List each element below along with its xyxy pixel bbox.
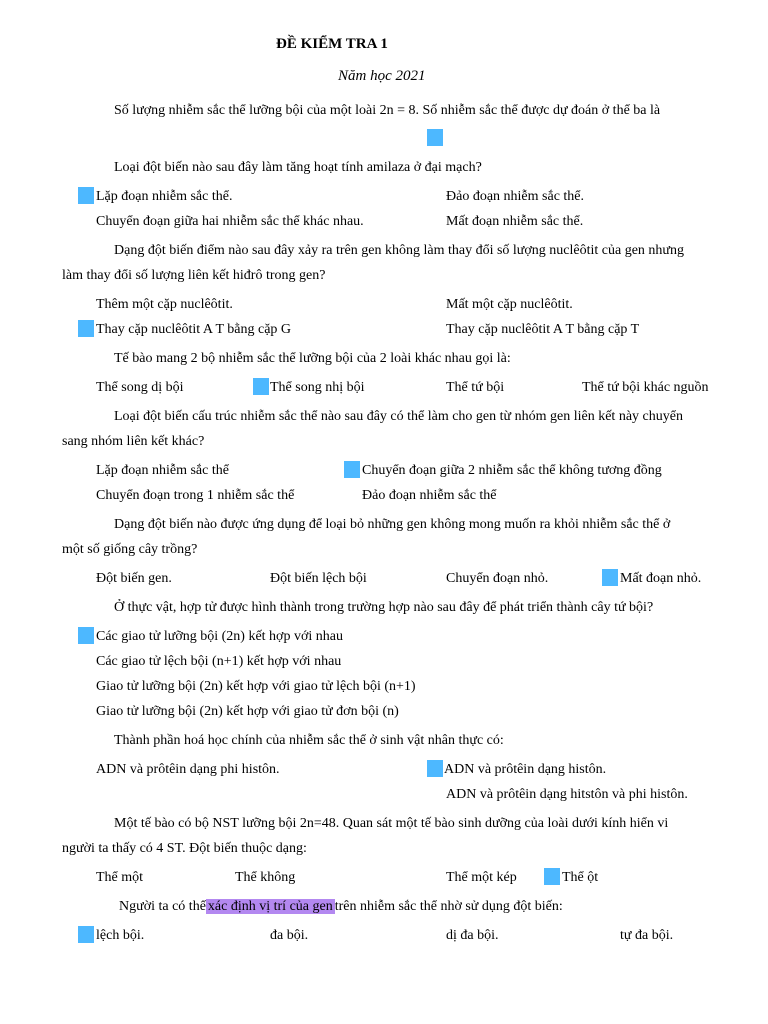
question-5-line-2: sang nhóm liên kết khác?: [62, 434, 205, 449]
q7-option-b: Các giao tử lệch bội (n+1) kết hợp với nhau: [96, 654, 342, 669]
q8-option-b: ADN và prôtêin dạng histôn.: [444, 762, 607, 777]
answer-marker: [78, 187, 94, 204]
q2-option-c: Chuyển đoạn giữa hai nhiễm sắc thể khác nhau.: [96, 214, 364, 229]
q3-option-b: Mất một cặp nuclêôtit.: [446, 297, 573, 312]
answer-marker: [544, 868, 560, 885]
q3-option-c: Thay cặp nuclêôtit A T bằng cặp G: [96, 322, 292, 337]
q2-option-b: Đảo đoạn nhiễm sắc thể.: [446, 189, 585, 204]
q3-option-a: Thêm một cặp nuclêôtit.: [96, 297, 233, 312]
q6-option-d: Mất đoạn nhỏ.: [620, 571, 702, 586]
answer-marker: [427, 760, 443, 777]
q4-option-c: Thể tứ bội: [446, 380, 505, 395]
q5-option-b: Chuyển đoạn giữa 2 nhiễm sắc thể không tương đồng: [362, 463, 662, 478]
answer-marker: [78, 627, 94, 644]
q8-option-a: ADN và prôtêin dạng phi histôn.: [96, 762, 280, 777]
answer-marker: [602, 569, 618, 586]
q7-option-d: Giao tử lưỡng bội (2n) kết hợp với giao tử đơn bội (n): [96, 704, 399, 719]
q9-option-a: Thể một: [96, 870, 144, 885]
question-8: Thành phần hoá học chính của nhiễm sắc thể ở sinh vật nhân thực có:: [114, 733, 504, 748]
question-10-end: trên nhiễm sắc thể nhờ sử dụng đột biến:: [334, 899, 563, 914]
q5-option-a: Lặp đoạn nhiễm sắc thể: [96, 463, 229, 478]
q7-option-a: Các giao tử lưỡng bội (2n) kết hợp với nhau: [96, 629, 343, 644]
q2-option-a: Lặp đoạn nhiễm sắc thể.: [96, 189, 233, 204]
answer-marker: [78, 926, 94, 943]
q6-option-a: Đột biến gen.: [96, 571, 172, 586]
q10-option-c: dị đa bội.: [446, 928, 499, 943]
q3-option-d: Thay cặp nuclêôtit A T bằng cặp T: [446, 322, 640, 337]
question-9-line-2: người ta thấy có 4 ST. Đột biến thuộc dạng:: [62, 841, 307, 856]
q2-option-d: Mất đoạn nhiễm sắc thể.: [446, 214, 584, 229]
q10-option-d: tự đa bội.: [620, 928, 674, 943]
question-10-start: Người ta có thể: [119, 899, 206, 914]
q9-option-c: Thể một kép: [446, 870, 517, 885]
question-4: Tế bào mang 2 bộ nhiễm sắc thể lưỡng bội của 2 loài khác nhau gọi là:: [114, 351, 511, 366]
answer-marker: [78, 320, 94, 337]
answer-marker: [427, 129, 443, 146]
answer-marker: [344, 461, 360, 478]
question-3-line-1: Dạng đột biến điểm nào sau đây xảy ra trên gen không làm thay đổi số lượng nuclêôtit của gen nhưng: [114, 243, 685, 258]
q6-option-b: Đột biến lệch bội: [270, 571, 367, 586]
question-6-line-2: một số giống cây trồng?: [62, 542, 198, 557]
exam-title: ĐỀ KIỂM TRA 1: [276, 36, 388, 52]
q6-option-c: Chuyển đoạn nhỏ.: [446, 571, 549, 586]
highlighted-phrase: xác định vị trí của gen: [207, 899, 333, 914]
q9-option-b: Thể không: [235, 870, 296, 885]
question-1: Số lượng nhiễm sắc thể lưỡng bội của một loài 2n = 8. Số nhiễm sắc thể được dự đoán ở thể ba là: [114, 103, 661, 118]
q5-option-c: Chuyển đoạn trong 1 nhiễm sắc thể: [96, 488, 295, 503]
school-year: Năm học 2021: [338, 68, 426, 84]
answer-marker: [253, 378, 269, 395]
question-3-line-2: làm thay đổi số lượng liên kết hiđrô trong gen?: [62, 268, 326, 283]
q4-option-d: Thể tứ bội khác nguồn: [582, 380, 709, 395]
question-6-line-1: Dạng đột biến nào được ứng dụng để loại bỏ những gen không mong muốn ra khỏi nhiễm sắc thể ở: [114, 517, 671, 532]
question-10: [119, 898, 563, 916]
q10-option-a: lệch bội.: [96, 928, 145, 943]
q8-option-c: ADN và prôtêin dạng hitstôn và phi histôn.: [446, 787, 688, 802]
q5-option-d: Đảo đoạn nhiễm sắc thể: [362, 488, 497, 503]
q7-option-c: Giao tử lưỡng bội (2n) kết hợp với giao tử lệch bội (n+1): [96, 679, 416, 694]
question-9-line-1: Một tế bào có bộ NST lưỡng bội 2n=48. Quan sát một tế bào sinh dưỡng của loài dưới kính hiển vi: [114, 816, 669, 831]
question-7: Ở thực vật, hợp tử được hình thành trong trường hợp nào sau đây để phát triển thành cây tứ bội?: [114, 600, 654, 615]
question-2: Loại đột biến nào sau đây làm tăng hoạt tính amilaza ở đại mạch?: [114, 160, 482, 175]
q4-option-b: Thể song nhị bội: [270, 380, 365, 395]
q10-option-b: đa bội.: [270, 928, 309, 943]
q4-option-a: Thể song dị bội: [96, 380, 184, 395]
q9-option-d: Thể ột: [562, 870, 599, 885]
question-5-line-1: Loại đột biến cấu trúc nhiễm sắc thể nào sau đây có thể làm cho gen từ nhóm gen liên kết này chuyển: [114, 409, 683, 424]
